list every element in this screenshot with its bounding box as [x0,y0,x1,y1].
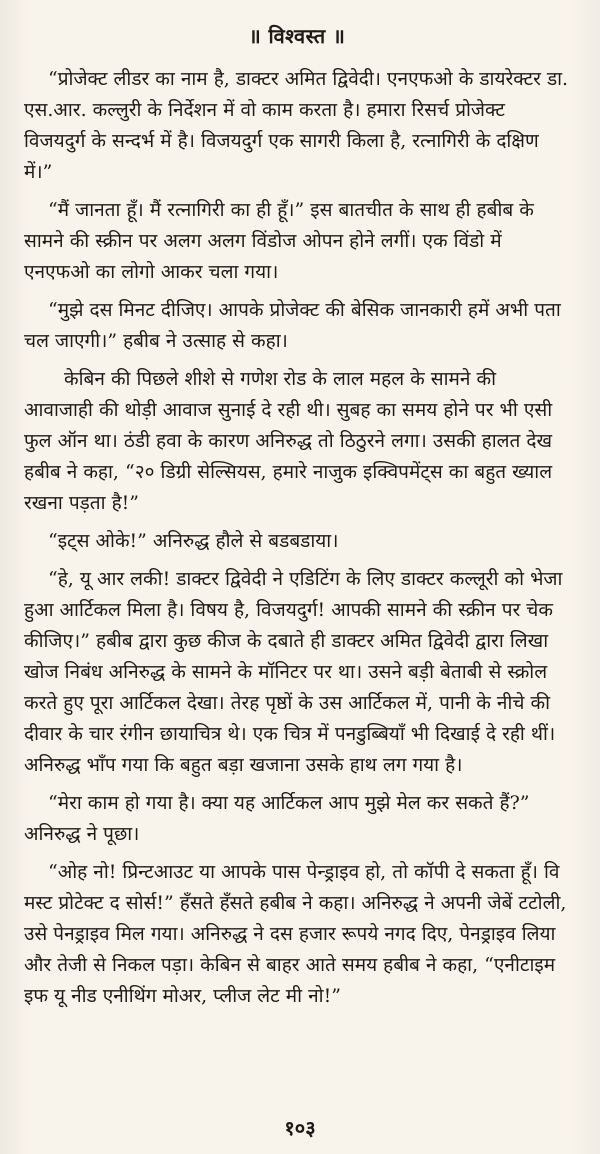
page-number: १०३ [284,1116,316,1140]
paragraph-5: “इट्स ओके!” अनिरुद्ध हौले से बडबडाया। [48,530,339,552]
paragraph-7: “मेरा काम हो गया है। क्या यह आर्टिकल आप मुझे मेल कर सकते हैं?” अनिरुद्ध ने पूछा। [24,792,530,845]
page-body [24,64,570,1012]
paragraph-8: “ओह नो! प्रिन्टआउट या आपके पास पेन्ड्राइव हो, तो कॉपी दे सकता हूँ। वि मस्ट प्रोटेक्ट द सोर्स!” हँसते हँसते हबीब ने कहा। अनिरुद्ध ने अपनी जेबें टटोली, उसे पेनड्राइव मिल गया। अनिरुद्ध ने दस हजार रूपये नगद दिए, पेनड्राइव लिया और तेजी से निकल पड़ा। केबिन से बाहर आते समय हबीब ने कहा, “एनीटाइम इफ यू नीड एनीथिंग मोअर, प्लीज लेट मी नो!” [24,861,567,1007]
page-title: ॥ विश्वस्त ॥ [248,24,346,48]
paragraph-4: केबिन की पिछले शीशे से गणेश रोड के लाल महल के सामने की आवाजाही की थोड़ी आवाज सुनाई दे रही थी। सुबह का समय होने पर भी एसी फुल ऑन था। ठंडी हवा के कारण अनिरुद्ध तो ठिठुरने लगा। उसकी हालत देख हबीब ने कहा, “२० डिग्री सेल्सियस, हमारे नाजुक इक्विपमेंट्स का बहुत ख्याल रखना पड़ता है!” [24,368,553,514]
paragraph-3: “मुझे दस मिनट दीजिए। आपके प्रोजेक्ट की बेसिक जानकारी हमें अभी पता चल जाएगी।” हबीब ने उत्साह से कहा। [24,299,561,352]
paragraph-2: “मैं जानता हूँ। मैं रत्नागिरी का ही हूँ।” इस बातचीत के साथ ही हबीब के सामने की स्क्रीन पर अलग अलग विंडोज ओपन होने लगीं। एक विंडो में एनएफओ का लोगो आकर चला गया। [24,199,534,283]
paragraph-6: “हे, यू आर लकी! डाक्टर द्विवेदी ने एडिटिंग के लिए डाक्टर कल्लूरी को भेजा हुआ आर्टिकल मिला है। विषय है, विजयदुर्ग! आपकी सामने की स्क्रीन पर चेक कीजिए।” हबीब द्वारा कुछ कीज के दबाते ही डाक्टर अमित द्विवेदी द्वारा लिखा खोज निबंध अनिरुद्ध के सामने के मॉनिटर पर था। उसने बड़ी बेताबी से स्क्रोल करते हुए पूरा आर्टिकल देखा। तेरह पृष्ठों के उस आर्टिकल में, पानी के नीचे की दीवार के चार रंगीन छायाचित्र थे। एक चित्र में पनडुब्बियाँ भी दिखाई दे रही थीं। अनिरुद्ध भाँप गया कि बहुत बड़ा खजाना उसके हाथ लग गया है। [24,568,563,776]
paragraph-1: “प्रोजेक्ट लीडर का नाम है, डाक्टर अमित द्विवेदी। एनएफओ के डायरेक्टर डा. एस.आर. कल्लुरी के निर्देशन में वो काम करता है। हमारा रिसर्च प्रोजेक्ट विजयदुर्ग के सन्दर्भ में है। विजयदुर्ग एक सागरी किला है, रत्नागिरी के दक्षिण में।” [24,68,569,183]
